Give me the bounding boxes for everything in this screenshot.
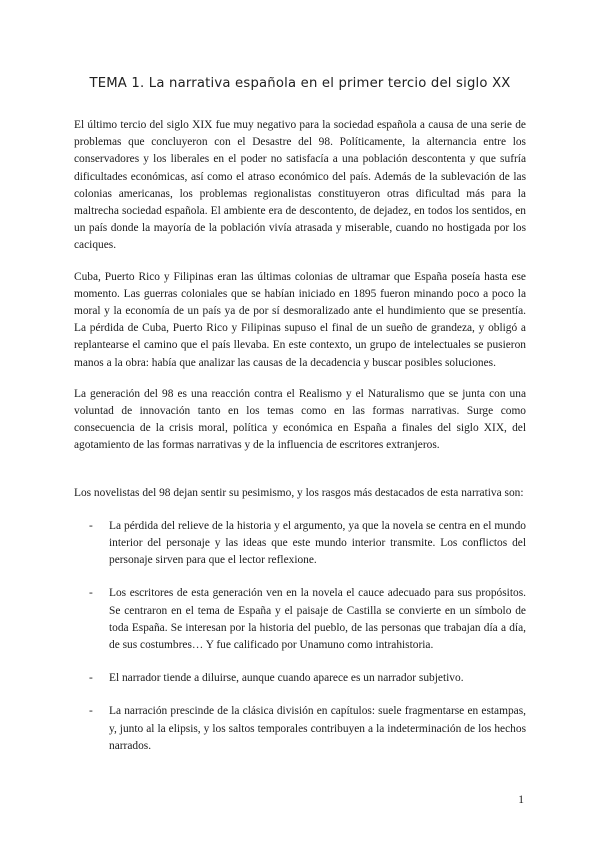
list-item bbox=[74, 670, 526, 687]
paragraph-generation-98: La generación del 98 es una reacción contra el Realismo y el Naturalismo que se junta con una voluntad de innovación tanto en los temas como en las formas narrativas. Surge como consecuencia de la crisis moral, política y económica en España a finales del siglo XIX, del agotamiento de las formas narrativas y de la influencia de escritores extranjeros. bbox=[74, 387, 526, 452]
bullet-dash: - bbox=[89, 672, 93, 685]
list-item-text: El narrador tiende a diluirse, aunque cuando aparece es un narrador subjetivo. bbox=[109, 672, 464, 685]
paragraph-intro: El último tercio del siglo XIX fue muy negativo para la sociedad española a causa de una serie de problemas que concluyeron con el Desastre del 98. Políticamente, la alternancia entre los conservadores y los liberales en el poder no satisfacía a una población descontenta y que sufría dificultades económicas, así como el atraso económico del país. Además de la sublevación de las colonias americanas, los problemas regionalistas constituyeron otras dificultad más para la maltrecha sociedad española. El ambiente era de descontento, de dejadez, en todos los sentidos, en un país donde la mayoría de la población vivía atrasada y miserable, cuando no hostigada por los caciques. bbox=[74, 119, 526, 252]
bullet-dash: - bbox=[89, 705, 93, 718]
page-title: TEMA 1. La narrativa española en el primer tercio del siglo XX bbox=[89, 76, 511, 91]
list-item bbox=[74, 703, 526, 755]
document-body bbox=[74, 117, 526, 755]
list-item-text: Los escritores de esta generación ven en la novela el cauce adecuado para sus propósitos. Se centraron en el tema de España y el paisaje de Castilla se convierte en un símbolo de toda España. Se interesan por la historia del pueblo, de las personas que trabajan día a día, de sus costumbres… Y fue calificado por Unamuno como intrahistoria. bbox=[109, 587, 526, 652]
features-list bbox=[74, 518, 526, 755]
page-number: 1 bbox=[518, 794, 524, 806]
list-item-text: La pérdida del relieve de la historia y el argumento, ya que la novela se centra en el mundo interior del personaje y las ideas que este mundo interior transmite. Los conflictos del personaje sirven para que el lector reflexione. bbox=[109, 519, 526, 567]
paragraph-novelists-intro: Los novelistas del 98 dejan sentir su pesimismo, y los rasgos más destacados de esta narrativa son: bbox=[74, 486, 524, 499]
paragraph-colonies: Cuba, Puerto Rico y Filipinas eran las últimas colonias de ultramar que España poseía hasta ese momento. Las guerras coloniales que se habían iniciado en 1895 fueron minando poco a poco la moral y la economía de un país ya de por sí desmoralizado ante el hundimiento que se presentía. La pérdida de Cuba, Puerto Rico y Filipinas supuso el final de un sueño de grandeza, y obligó a replantearse el camino que el país llevaba. En este contexto, un grupo de intelectuales se pusieron manos a la obra: había que analizar las causas de la decadencia y buscar posibles soluciones. bbox=[74, 270, 526, 369]
list-item-text: La narración prescinde de la clásica división en capítulos: suele fragmentarse en estampas, y, junto al la elipsis, y los saltos temporales contribuyen a la indeterminación de los hechos narrados. bbox=[109, 705, 526, 752]
bullet-dash: - bbox=[89, 519, 93, 532]
list-item bbox=[74, 518, 526, 570]
list-item bbox=[74, 585, 526, 654]
bullet-dash: - bbox=[89, 587, 93, 600]
